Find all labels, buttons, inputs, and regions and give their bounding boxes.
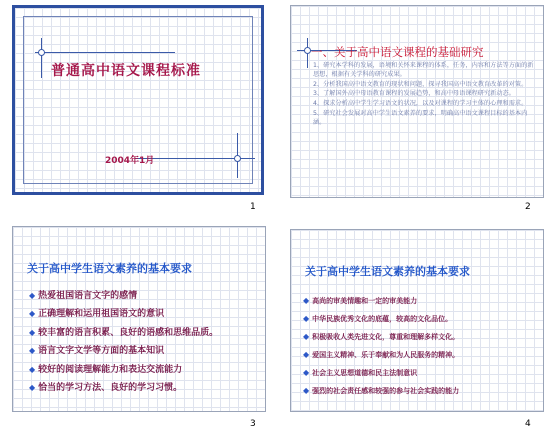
slide-4-title: 关于高中学生语文素养的基本要求	[305, 265, 470, 278]
diamond-bullet-icon: ◆	[29, 309, 36, 319]
slide-1-title: 普通高中语文课程标准	[51, 63, 201, 79]
slide-thumbnail-2[interactable]	[290, 5, 544, 198]
list-item: 1、研究本学科的发展，语境和关怀来课程的体系，任务，内容和方法等方面的新思想，根据有关学科的研究成果。	[313, 62, 534, 78]
decorative-line	[41, 38, 42, 78]
diamond-bullet-icon: ◆	[29, 291, 36, 300]
slide-thumbnail-4[interactable]	[290, 229, 544, 412]
list-item: ◆ 较丰富的语言积累、良好的语感和思维品质。	[29, 327, 219, 338]
list-item: ◆ 爱国主义精神、乐于奉献和为人民服务的精神。	[303, 350, 460, 359]
list-item: 2、分析我国高中语文教育的现状和问题，探寻我国高中语文教育改革的对策。	[313, 80, 528, 88]
diamond-bullet-icon: ◆	[29, 383, 36, 393]
diamond-bullet-icon: ◆	[29, 346, 36, 356]
list-item: ◆ 较好的阅读理解能力和表达交流能力	[29, 364, 183, 375]
slide-number-4: 4	[525, 419, 531, 429]
decorative-ring-icon	[38, 49, 45, 56]
list-item: ◆ 中华民族优秀文化的底蕴，较高的文化品位。	[303, 314, 453, 323]
list-item: ◆ 语言文字文学等方面的基本知识	[29, 346, 165, 357]
diamond-bullet-icon: ◆	[303, 386, 310, 395]
list-item: 5、研究社会发展对高中学生语文素养的要求，明确高中语文课程目标的基本内涵。	[313, 109, 528, 126]
slide-1-date: 2004年1月	[105, 156, 155, 166]
list-item: ◆ 强烈的社会责任感和较强的参与社会实践的能力	[303, 386, 460, 395]
decorative-ring-icon	[304, 47, 311, 54]
list-item: ◆ 高尚的审美情趣和一定的审美能力	[303, 296, 418, 305]
decorative-line	[35, 52, 175, 53]
slide-number-2: 2	[525, 202, 531, 212]
diamond-bullet-icon: ◆	[303, 332, 310, 341]
slide-2-content-list	[313, 62, 539, 129]
slide-thumbnail-3[interactable]	[12, 226, 266, 412]
slide-thumbnail-1[interactable]	[12, 5, 264, 195]
diamond-bullet-icon: ◆	[303, 314, 310, 323]
slide-3-content-list	[29, 287, 218, 397]
list-item: ◆ 恰当的学习方法、良好的学习习惯。	[29, 383, 183, 394]
decorative-ring-icon	[234, 155, 241, 162]
list-item: ◆ 热爱祖国语言文字的感情	[29, 291, 138, 301]
slide-number-3: 3	[250, 419, 256, 429]
slide-2-title: 一、关于高中语文课程的基础研究	[311, 45, 484, 59]
diamond-bullet-icon: ◆	[303, 350, 310, 359]
slide-number-1: 1	[250, 202, 256, 212]
diamond-bullet-icon: ◆	[303, 368, 310, 377]
diamond-bullet-icon: ◆	[303, 296, 310, 305]
diamond-bullet-icon: ◆	[29, 364, 36, 374]
list-item: 3、了解国外高中母语教育课程的发展趋势，和高中母语课程研究新动态。	[313, 90, 515, 98]
list-item: ◆ 社会主义思想道德和民主法制意识	[303, 368, 418, 377]
slide-3-title: 关于高中学生语文素养的基本要求	[27, 262, 192, 275]
slide-4-content-list	[303, 292, 459, 400]
diamond-bullet-icon: ◆	[29, 327, 36, 337]
list-item: ◆ 积极吸收人类先进文化，尊重和理解多样文化。	[303, 332, 460, 341]
list-item: ◆ 正确理解和运用祖国语文的意识	[29, 309, 165, 320]
list-item: 4、探求分析高中学生学习语文的状况，以及对课程的学习主体的心理和需求。	[313, 100, 528, 108]
